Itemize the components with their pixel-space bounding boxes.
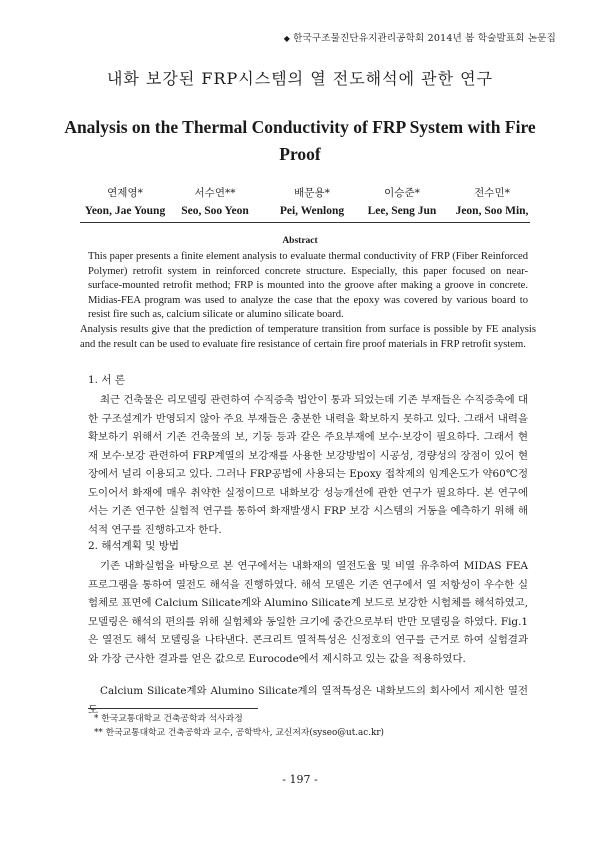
section-heading-method: 2. 해석계획 및 방법 <box>88 540 180 552</box>
diamond-icon: ◆ <box>283 34 291 43</box>
english-title: Analysis on the Thermal Conductivity of FRP System with Fire Proof <box>64 117 536 164</box>
author-name-ko: 연제영* <box>107 187 143 199</box>
conference-name: 한국구조물진단유지관리공학회 2014년 봄 학술발표회 논문집 <box>293 33 556 44</box>
section-body-method <box>88 557 528 668</box>
footnote-divider <box>88 708 258 709</box>
abstract-heading: Abstract <box>282 236 318 246</box>
conference-header <box>284 30 556 44</box>
section-heading-introduction: 1. 서 론 <box>88 374 125 386</box>
title-divider <box>80 222 530 223</box>
korean-title: 내화 보강된 FRP시스템의 열 전도해석에 관한 연구 <box>106 69 494 88</box>
author-name-ko: 전수민* <box>474 187 510 199</box>
body-paragraph: Calcium Silicate계와 Alumino Silicate계의 열적특성은 내화보드의 회사에서 제시한 열전도 <box>88 685 528 716</box>
author-name-ko: 배문용* <box>294 187 330 199</box>
body-paragraph: 기존 내화실험을 바탕으로 본 연구에서는 내화재의 열전도율 및 비열 유추하여 MIDAS FEA 프로그램을 통하여 열전도 해석을 진행하였다. 해석 모델은 기존 연구에서 열 저항성이 우수한 실험체로 표면에 Calcium Silicate계와 Alumino Silicate계 보드로 보강한 시험체를 해석하였고, 모델링은 해석의 편의를 위해 실험체와 동일한 크기에 중간으로부터 반만 모델링을 하였다. Fig.1은 열전도 해석 모델링을 나타낸다. 콘크리트 열적특성은 신정호의 연구를 근거로 하여 실험결과와 가장 근사한 결과를 얻은 값으로 Eurocode에서 제시하고 있는 값을 적용하였다. <box>88 560 528 665</box>
author-name-en: Lee, Seng Jun <box>367 205 437 217</box>
footnotes <box>94 713 384 740</box>
author-name-en: Pei, Wenlong <box>279 205 345 217</box>
footnote-item: ** 한국교통대학교 건축공학과 교수, 공학박사, 교신저자(syseo@ut.ac.kr) <box>94 727 384 738</box>
author-item <box>172 185 258 217</box>
page-number <box>0 773 600 786</box>
body-paragraph: 최근 건축물은 리모델링 관련하여 수직증축 법안이 통과 되었는데 기존 부재들은 수직증축에 대한 구조설계가 반영되지 않아 주요 부재들은 충분한 내력을 확보하지 못하고 있다. 그래서 내력을 확보하기 위해서 기존 건축물의 보, 기둥 등과 같은 주요부재에 보수·보강이 필요하다. 그래서 현재 보수·보강 관련하여 FRP계열의 보강재를 사용한 보강방법이 시공성, 경량성의 장점이 있어 현장에서 널리 이용되고 있다. 그러나 FRP공법에 사용되는 Epoxy 접착제의 임계온도가 약60℃정도이어서 화재에 매우 취약한 실정이므로 내화보강 성능개선에 관한 연구가 필요하다. 본 연구에서는 기존 연구한 실험적 연구를 통하여 화재발생시 FRP 보강 시스템의 거동을 예측하기 위해 해석적 연구를 진행하고자 한다. <box>88 394 528 536</box>
abstract-paragraph: Analysis results give that the prediction of temperature transition from surface is possible by FE analysis and the result can be used to evaluate fire resistance of certain fire proof materials in FRP retrofit system. <box>80 323 536 350</box>
abstract-body <box>80 250 536 352</box>
footnote-item: * 한국교통대학교 건축공학과 석사과정 <box>94 714 243 724</box>
section-body-introduction <box>88 391 528 539</box>
page-number-text: - 197 - <box>282 773 318 786</box>
author-name-ko: 이승준* <box>384 187 420 199</box>
author-item <box>268 185 356 217</box>
author-name-en: Seo, Soo Yeon <box>181 205 249 217</box>
author-name-en: Jeon, Soo Min, <box>455 205 529 217</box>
author-item <box>358 185 446 217</box>
author-name-en: Yeon, Jae Young <box>84 205 166 217</box>
author-item <box>446 185 538 217</box>
author-name-ko: 서수연** <box>194 187 236 199</box>
author-item <box>80 185 170 217</box>
abstract-paragraph: This paper presents a finite element analysis to evaluate thermal conductivity of FRP (Fiber Reinforced Polymer) retrofit system in reinforced concrete structure. Especially, this paper focused on near-surface-mounted retrofit method; FRP is mounted into the groove after making a groove in concrete. Midias-FEA program was used to analyze the case that the epoxy was covered by various board to resist fire such as, calcium silicate or alumino silicate board. <box>88 251 528 321</box>
